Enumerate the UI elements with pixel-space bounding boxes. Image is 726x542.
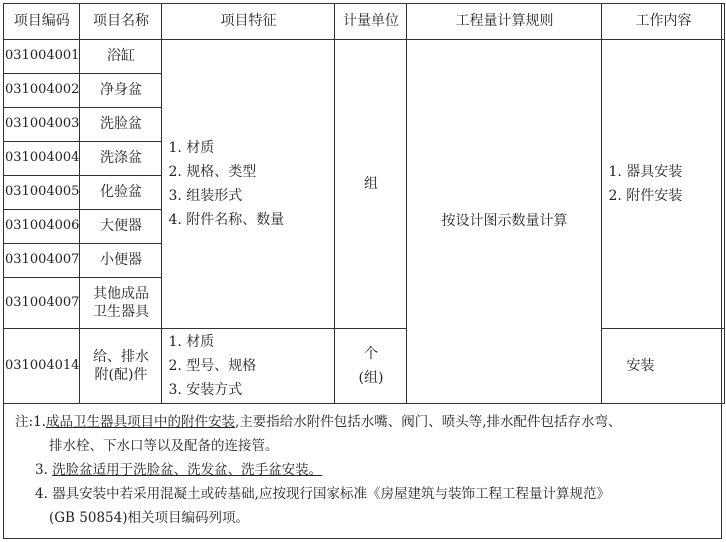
note-number: 4. [35,486,48,502]
item-code: 031004002 [4,74,80,108]
rule-cell: 按设计图示数量计算 [407,40,602,404]
item-name: 净身盆 [80,74,162,108]
feature-line: 4. 附件名称、数量 [168,212,285,228]
note-1-continued: 排水栓、下水口等以及配备的连接管。 [49,438,279,454]
item-name: 化验盆 [80,176,162,210]
feature-line: 3. 安装方式 [168,382,243,398]
note-3 [15,458,714,482]
unit-line: (组) [358,370,384,386]
quota-table [3,3,725,404]
unit-cell: 组 [335,40,407,329]
item-code: 031004007 [4,278,80,329]
feature-line: 1. 材质 [168,334,215,350]
features-cell [162,40,335,329]
note-underlined-text: 成品卫生器具项目中的附件安装 [45,414,235,430]
item-name: 洗脸盆 [80,108,162,142]
feature-line: 1. 材质 [168,140,215,156]
notes-block [3,404,722,539]
header-name: 项目名称 [80,4,162,40]
item-name [80,329,162,404]
feature-line: 2. 型号、规格 [168,358,257,374]
item-name-line: 卫生器具 [92,304,149,320]
item-code: 031004007 [4,244,80,278]
item-name-line: 附(配)件 [94,367,148,383]
note-1 [15,410,714,434]
header-content: 工作内容 [602,4,725,40]
note-number: 3. [35,462,48,478]
feature-line: 3. 组装形式 [168,188,243,204]
item-code: 031004014 [4,329,80,404]
item-name: 洗涤盆 [80,142,162,176]
note-underlined-text: 洗脸盆适用于洗脸盆、洗发盆、洗手盆安装。 [52,462,323,478]
item-code: 031004004 [4,142,80,176]
unit-cell [335,329,407,404]
note-prefix: 注: [15,414,34,430]
feature-line: 2. 规格、类型 [168,164,257,180]
item-code: 031004005 [4,176,80,210]
note-4 [15,482,714,506]
note-text: ,主要指给水附件包括水嘴、阀门、喷头等,排水配件包括存水弯、 [234,414,622,430]
item-name: 小便器 [80,244,162,278]
content-line: 1. 器具安装 [608,164,683,180]
header-rule: 工程量计算规则 [407,4,602,40]
content-cell: 安装 [602,329,725,404]
table-row [4,329,725,404]
item-code: 031004006 [4,210,80,244]
header-code: 项目编码 [4,4,80,40]
table-row [4,40,725,74]
header-features: 项目特征 [162,4,335,40]
unit-line: 个 [363,345,378,362]
item-code: 031004001 [4,40,80,74]
item-name-line: 给、排水 [92,348,149,365]
features-cell [162,329,335,404]
note-text: 器具安装中若采用混凝土或砖基础,应按现行国家标准《房屋建筑与装饰工程工程量计算规范》 [52,486,610,502]
item-name [80,278,162,329]
content-line: 2. 附件安装 [608,188,683,204]
item-name-line: 其他成品 [92,285,149,302]
note-4-continued: (GB 50854)相关项目编码列项。 [49,510,249,526]
item-code: 031004003 [4,108,80,142]
header-row [4,4,725,40]
note-number: 1. [33,414,46,430]
content-cell [602,40,725,329]
item-name: 浴缸 [80,40,162,74]
header-unit: 计量单位 [335,4,407,40]
item-name: 大便器 [80,210,162,244]
